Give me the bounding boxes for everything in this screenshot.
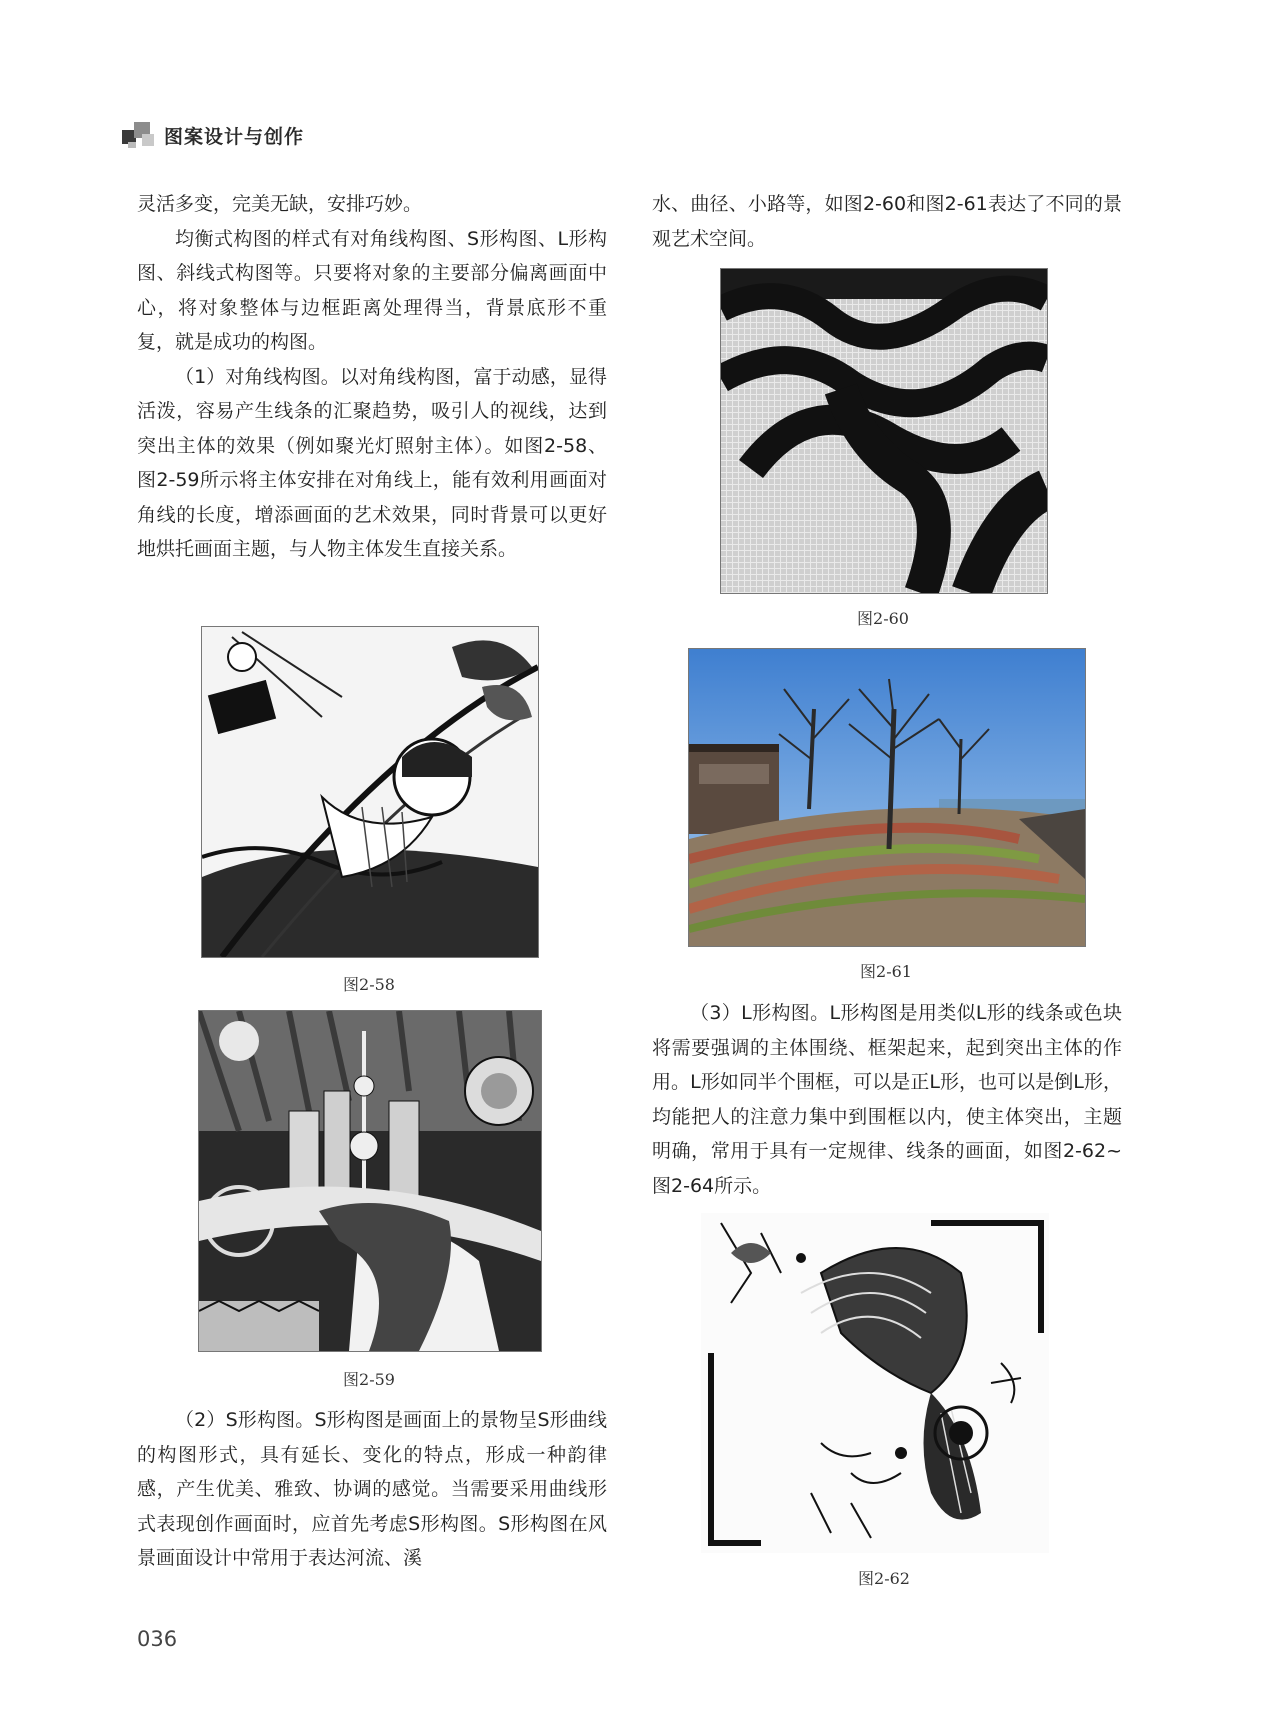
figure-2-62-image [701, 1213, 1049, 1553]
figure-2-61-caption: 图2-61 [860, 962, 912, 981]
running-header [122, 119, 304, 151]
page-number: 036 [137, 1627, 178, 1651]
right-column-top-text [652, 187, 1122, 256]
figure-2-58-caption: 图2-58 [343, 975, 395, 994]
right-column-middle-text [652, 996, 1122, 1203]
paragraph-continued-right: 水、曲径、小路等，如图2-60和图2-61表达了不同的景观艺术空间。 [652, 193, 1122, 250]
paragraph-diagonal-composition: （1）对角线构图。以对角线构图，富于动感，显得活泼，容易产生线条的汇聚趋势，吸引人的视线，达到突出主体的效果（例如聚光灯照射主体）。如图2-58、图2-59所示将主体安排在对角线上，能有效利用画面对角线的长度，增添画面的艺术效果，同时背景可以更好地烘托画面主题，与人物主体发生直接关系。 [137, 365, 607, 560]
paragraph-balanced-composition: 均衡式构图的样式有对角线构图、S形构图、L形构图、斜线式构图等。只要将对象的主要部分偏离画面中心，将对象整体与边框距离处理得当，背景底形不重复，就是成功的构图。 [137, 227, 607, 353]
figure-2-62-caption: 图2-62 [858, 1569, 910, 1588]
paragraph-s-composition: （2）S形构图。S形构图是画面上的景物呈S形曲线的构图形式，具有延长、变化的特点，形成一种韵律感，产生优美、雅致、协调的感觉。当需要采用曲线形式表现创作画面时，应首先考虑S形构图。S形构图在风景画面设计中常用于表达河流、溪 [137, 1409, 607, 1569]
figure-2-58-image [201, 626, 539, 958]
left-column-bottom-text [137, 1403, 607, 1576]
figure-2-60-image [720, 268, 1048, 594]
figure-2-60-caption: 图2-60 [857, 609, 909, 628]
left-column-text [137, 187, 607, 567]
paragraph-continued: 灵活多变，完美无缺，安排巧妙。 [137, 193, 423, 215]
figure-2-59-caption: 图2-59 [343, 1370, 395, 1389]
paragraph-l-composition: （3）L形构图。L形构图是用类似L形的线条或色块将需要强调的主体围绕、框架起来，起到突出主体的作用。L形如同半个围框，可以是正L形，也可以是倒L形，均能把人的注意力集中到围框以内，使主体突出，主题明确，常用于具有一定规律、线条的画面，如图2-62~图2-64所示。 [652, 1002, 1122, 1197]
book-title: 图案设计与创作 [164, 125, 305, 148]
figure-2-59-image [198, 1010, 542, 1352]
book-logo-icon [122, 120, 156, 150]
figure-2-61-image [688, 648, 1086, 947]
